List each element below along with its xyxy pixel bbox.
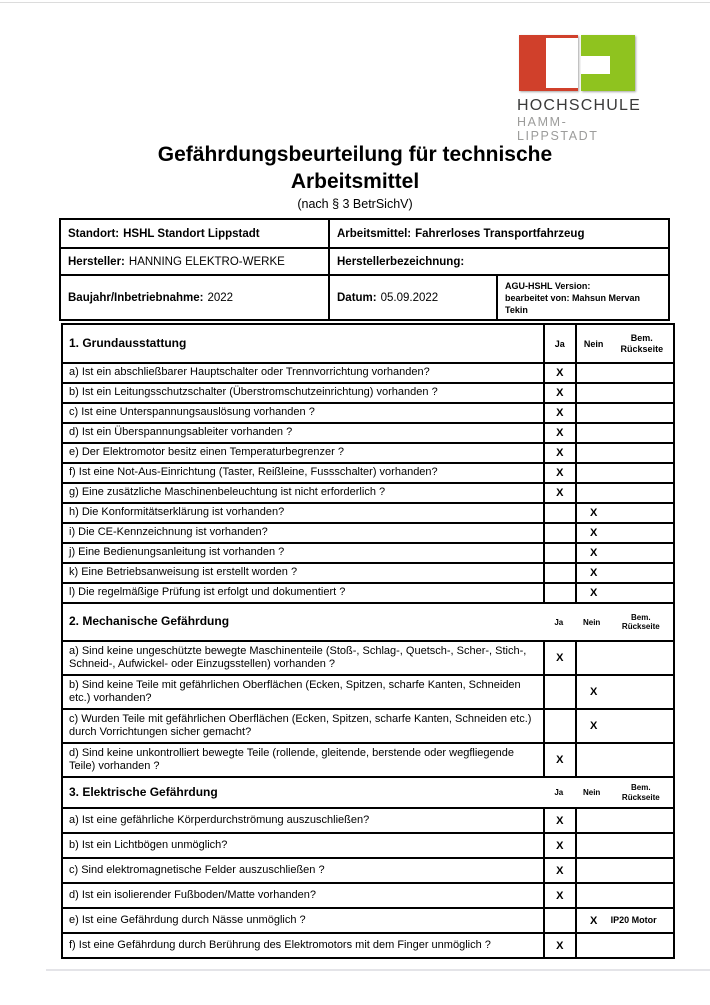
baujahr-cell [61, 276, 328, 319]
nein-bem-cell [575, 809, 673, 832]
answer-mark-nein: X [589, 686, 598, 698]
nein-cell [577, 809, 611, 832]
checklist-row [63, 402, 673, 422]
nein-bem-cell [575, 744, 673, 776]
question-cell: b) Ist ein Lichtbögen unmöglich? [69, 838, 228, 851]
checklist-row [63, 442, 673, 462]
section-header-row [63, 325, 673, 362]
hersteller-value: HANNING ELEKTRO-WERKE [128, 255, 285, 268]
checklist-row [63, 857, 673, 882]
baujahr-label: Baujahr/Inbetriebnahme: [68, 291, 204, 304]
nein-bem-cell [575, 504, 673, 522]
question-cell: g) Eine zusätzliche Maschinenbeleuchtung ist nicht erforderlich ? [69, 486, 386, 499]
checklist-row [63, 482, 673, 502]
nein-cell [577, 859, 611, 882]
nein-bem-cell [575, 859, 673, 882]
column-header-ja: Ja [554, 788, 564, 797]
column-header-ja: Ja [543, 325, 575, 362]
datum-label: Datum: [337, 291, 377, 304]
checklist-row [63, 502, 673, 522]
nein-bem-cell [575, 934, 673, 957]
info-table [59, 218, 670, 321]
column-header-nein: Nein [583, 338, 604, 349]
section-title: 3. Elektrische Gefährdung [69, 784, 218, 799]
checklist-row [63, 640, 673, 674]
question-cell: j) Eine Bedienungsanleitung ist vorhanden ? [69, 546, 285, 559]
question-cell: a) Ist eine gefährliche Körperdurchströmung auszuschließen? [69, 813, 370, 826]
nein-bem-cell [575, 676, 673, 708]
ja-cell [543, 524, 575, 542]
nein-bem-cell [575, 364, 673, 382]
standort-label: Standort: [68, 227, 120, 240]
bem-cell [611, 859, 663, 882]
nein-cell [577, 744, 611, 776]
standort-cell [61, 220, 328, 247]
column-header-bem-line1: Bem. [631, 612, 651, 622]
answer-mark-ja: X [543, 404, 575, 422]
question-cell: f) Ist eine Not-Aus-Einrichtung (Taster, Reißleine, Fussschalter) vorhanden? [69, 466, 438, 479]
ja-cell [543, 909, 575, 932]
version-line2: bearbeitet von: Mahsun Mervan Tekin [505, 293, 641, 315]
bem-cell [611, 484, 663, 502]
checklist-row [63, 742, 673, 776]
question-cell: f) Ist eine Gefährdung durch Berührung des Elektromotors mit dem Finger unmöglich ? [69, 938, 491, 951]
hshl-logo-icon [519, 33, 637, 93]
nein-cell [577, 642, 611, 674]
nein-bem-cell [575, 524, 673, 542]
column-header-bem [611, 325, 673, 362]
logo-cross-horizontal [581, 56, 610, 74]
checklist-row [63, 562, 673, 582]
info-row-2 [61, 247, 668, 274]
standort-value: HSHL Standort Lippstadt [123, 227, 260, 240]
answer-mark-ja: X [543, 642, 575, 674]
nein-bem-cell [575, 834, 673, 857]
nein-cell [577, 384, 611, 402]
question-cell: k) Eine Betriebsanweisung ist erstellt worden ? [69, 566, 298, 579]
question-cell: c) Ist eine Unterspannungsauslösung vorhanden ? [69, 406, 315, 419]
answer-mark-ja: X [543, 364, 575, 382]
nein-bem-cell [575, 444, 673, 462]
nein-bem-cell [575, 384, 673, 402]
answer-mark-ja: X [543, 834, 575, 857]
checklist-row [63, 674, 673, 708]
answer-mark-nein: X [589, 587, 598, 599]
bem-cell [611, 834, 663, 857]
question-cell: d) Ist ein Überspannungsableiter vorhanden ? [69, 426, 293, 439]
nein-cell [577, 424, 611, 442]
bem-cell [611, 884, 663, 907]
section-title: 2. Mechanische Gefährdung [69, 614, 230, 629]
answer-mark-ja: X [543, 464, 575, 482]
column-header-bem-line1: Bem. [631, 783, 651, 792]
checklist-row [63, 582, 673, 602]
checklist-row [63, 932, 673, 957]
ja-cell [543, 676, 575, 708]
ja-cell [543, 504, 575, 522]
baujahr-value: 2022 [207, 291, 234, 304]
answer-mark-nein: X [589, 547, 598, 559]
bem-cell [611, 744, 663, 776]
arbeitsmittel-label: Arbeitsmittel: [337, 227, 412, 240]
answer-mark-ja: X [543, 384, 575, 402]
bem-cell [611, 504, 663, 522]
page-title [0, 141, 710, 195]
checklist-row [63, 462, 673, 482]
question-cell: i) Die CE-Kennzeichnung ist vorhanden? [69, 526, 268, 539]
column-header-ja: Ja [554, 617, 564, 627]
herstellerbezeichnung-cell [328, 249, 668, 274]
checklist-row [63, 832, 673, 857]
page-subtitle: (nach § 3 BetrSichV) [297, 197, 413, 211]
nein-bem-cell [575, 884, 673, 907]
bem-cell [611, 524, 663, 542]
question-cell: d) Sind keine unkontrolliert bewegte Teile (rollende, gleitende, berstende oder wegfliegende Teile) vorhanden ? [69, 746, 514, 772]
section-header-row [63, 776, 673, 807]
info-row-3 [61, 274, 668, 319]
checklist-row [63, 708, 673, 742]
answer-mark-ja: X [543, 859, 575, 882]
nein-bem-cell [575, 710, 673, 742]
section-header-row [63, 602, 673, 640]
datum-cell [328, 276, 496, 319]
answer-mark-nein: X [589, 720, 598, 732]
bem-cell [611, 444, 663, 462]
bem-cell [611, 424, 663, 442]
bem-cell [611, 464, 663, 482]
page-title-line2: Arbeitsmittel [290, 170, 420, 193]
bem-cell [611, 364, 663, 382]
column-header-nein-bem [575, 604, 673, 640]
question-cell: e) Der Elektromotor besitz einen Temperaturbegrenzer ? [69, 446, 344, 459]
answer-mark-ja: X [543, 424, 575, 442]
nein-bem-cell [575, 484, 673, 502]
ja-cell [543, 710, 575, 742]
column-header-bem-line2: Rückseite [621, 622, 660, 631]
nein-cell [577, 834, 611, 857]
question-cell: d) Ist ein isolierender Fußboden/Matte vorhanden? [69, 888, 317, 901]
question-cell: c) Wurden Teile mit gefährlichen Oberflächen (Ecken, Spitzen, scharfe Kanten, Schneiden etc.) durch Vorrichtungen sicher gemacht? [69, 712, 532, 738]
logo-campus-name: HAMM-LIPPSTADT [517, 115, 599, 143]
nein-bem-cell [575, 909, 673, 932]
checklist-row [63, 907, 673, 932]
answer-mark-nein: X [589, 527, 598, 539]
column-header-nein: Nein [582, 788, 601, 797]
checklist-row [63, 542, 673, 562]
answer-mark-nein: X [589, 914, 598, 927]
answer-mark-ja: X [543, 934, 575, 957]
question-cell: a) Sind keine ungeschützte bewegte Maschinenteile (Stoß-, Schlag-, Quetsch-, Scher-, Stich-, Schneid-, Aufwickel- oder Einzugsstellen) vorhanden ? [69, 644, 527, 670]
arbeitsmittel-cell [328, 220, 668, 247]
bem-cell [611, 584, 663, 602]
nein-cell [577, 364, 611, 382]
nein-bem-cell [575, 544, 673, 562]
answer-mark-nein: X [589, 507, 598, 519]
bem-cell [611, 384, 663, 402]
nein-bem-cell [575, 564, 673, 582]
bem-cell [611, 404, 663, 422]
column-header-bem-line2: Rückseite [621, 792, 660, 802]
checklist-row [63, 522, 673, 542]
column-header-bem-line2: Rückseite [620, 343, 664, 354]
bem-cell [611, 564, 663, 582]
bem-cell [611, 676, 663, 708]
bem-cell [611, 642, 663, 674]
question-cell: a) Ist ein abschließbarer Hauptschalter oder Trennvorrichtung vorhanden? [69, 366, 430, 379]
hersteller-cell [61, 249, 328, 274]
question-cell: b) Sind keine Teile mit gefährlichen Oberflächen (Ecken, Spitzen, scharfe Kanten, Schneiden etc.) vorhanden? [69, 678, 521, 704]
ja-cell [543, 584, 575, 602]
column-header-nein-bem [575, 778, 673, 807]
checklist-table [61, 323, 675, 959]
nein-bem-cell [575, 404, 673, 422]
checklist-row [63, 382, 673, 402]
nein-cell [577, 464, 611, 482]
answer-mark-ja: X [543, 809, 575, 832]
nein-bem-cell [575, 584, 673, 602]
logo-cross-vertical [546, 38, 578, 88]
question-cell: b) Ist ein Leitungsschutzschalter (Überstromschutzeinrichtung) vorhanden ? [69, 386, 438, 399]
answer-mark-ja: X [543, 484, 575, 502]
answer-mark-ja: X [543, 444, 575, 462]
question-cell: h) Die Konformitätserklärung ist vorhanden? [69, 506, 285, 519]
question-cell: c) Sind elektromagnetische Felder auszuschließen ? [69, 863, 325, 876]
arbeitsmittel-value: Fahrerloses Transportfahrzeug [415, 227, 585, 240]
column-header-bem [609, 778, 673, 807]
ja-cell [543, 544, 575, 562]
datum-value: 05.09.2022 [380, 291, 439, 304]
ja-cell [543, 564, 575, 582]
hersteller-label: Hersteller: [68, 255, 125, 268]
question-cell: l) Die regelmäßige Prüfung ist erfolgt und dokumentiert ? [69, 586, 346, 599]
nein-cell [577, 404, 611, 422]
bem-cell [611, 710, 663, 742]
page-top-edge [0, 2, 710, 3]
nein-cell [577, 484, 611, 502]
checklist-row [63, 422, 673, 442]
column-header-bem [609, 604, 673, 640]
column-header-nein-bem [575, 325, 673, 362]
checklist-row [63, 807, 673, 832]
checklist-row [63, 882, 673, 907]
answer-mark-nein: X [589, 567, 598, 579]
info-row-1 [61, 220, 668, 247]
nein-bem-cell [575, 464, 673, 482]
hshl-logo [517, 33, 647, 143]
version-line1: AGU-HSHL Version: [505, 281, 591, 291]
nein-bem-cell [575, 424, 673, 442]
page-bottom-edge [46, 969, 710, 971]
nein-cell [577, 444, 611, 462]
page-title-line1: Gefährdungsbeurteilung für technische [157, 143, 553, 166]
question-cell: e) Ist eine Gefährdung durch Nässe unmöglich ? [69, 913, 306, 926]
column-header-bem-line1: Bem. [630, 333, 653, 343]
herstellerbezeichnung-label: Herstellerbezeichnung: [337, 255, 465, 268]
nein-cell [577, 884, 611, 907]
section-title: 1. Grundausstattung [69, 335, 187, 350]
nein-bem-cell [575, 642, 673, 674]
answer-mark-ja: X [543, 884, 575, 907]
column-header-nein: Nein [582, 617, 601, 627]
nein-cell [577, 934, 611, 957]
bem-cell [611, 544, 663, 562]
version-cell [496, 276, 668, 319]
answer-mark-ja: X [543, 744, 575, 776]
bem-cell [611, 934, 663, 957]
bem-cell [611, 809, 663, 832]
bem-cell: IP20 Motor [610, 915, 657, 925]
logo-institution-name: HOCHSCHULE [517, 97, 642, 114]
checklist-row [63, 362, 673, 382]
